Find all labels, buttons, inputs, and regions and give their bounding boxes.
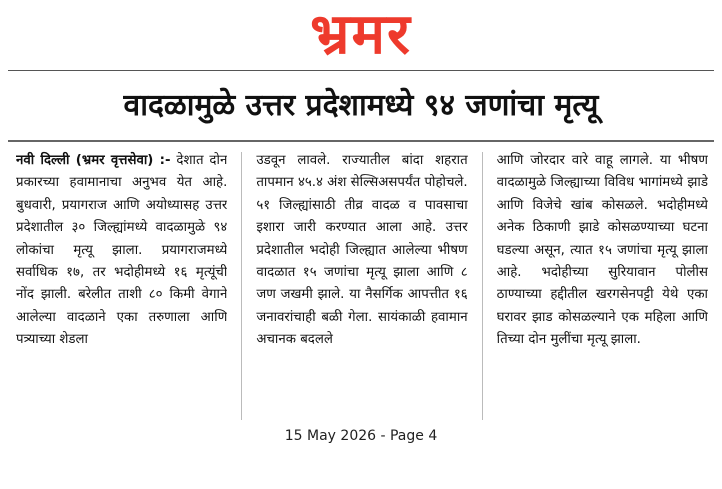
article-columns — [16, 150, 708, 422]
page-footer: 15 May 2026 - Page 4 — [284, 428, 438, 444]
article-headline: वादळामुळे उत्तर प्रदेशामध्ये ९४ जणांचा मृत्यू — [123, 88, 599, 123]
headline-rule — [8, 140, 714, 142]
article-column-1 — [16, 150, 227, 422]
column-1-text: देशात दोन प्रकारच्या हवामानाचा अनुभव येत आहे. बुधवारी, प्रयागराज आणि अयोध्यासह उत्तर प्रदेशातील ३० जिल्ह्यांमध्ये वादळामुळे ९४ लोकांचा मृत्यू झाला. प्रयागराजमध्ये सर्वाधिक १७, तर भदोहीमध्ये १६ मृत्यूंची नोंद झाली. बरेलीत ताशी ८० किमी वेगाने आलेल्या वादळाने एका तरुणाला आणि पत्र्याच्या शेडला — [16, 153, 228, 348]
article-column-3 — [497, 150, 708, 422]
masthead-rule — [8, 70, 714, 71]
article-dateline: नवी दिल्ली (भ्रमर वृत्तसेवा) :- — [16, 153, 171, 168]
article-column-2 — [256, 150, 467, 422]
column-2-text: उडवून लावले. राज्यातील बांदा शहरात तापमान ४५.४ अंश सेल्सिअसपर्यंत पोहोचले. ५१ जिल्ह्यांसाठी तीव्र वादळ व पावसाचा इशारा जारी करण्यात आला आहे. उत्तर प्रदेशातील भदोही जिल्ह्यात आलेल्या भीषण वादळात १५ जणांचा मृत्यू झाला आणि ८ जण जखमी झाले. या नैसर्गिक आपत्तीत १६ जनावरांचाही बळी गेला. सायंकाळी हवामान अचानक बदलले — [256, 153, 468, 348]
column-3-text: आणि जोरदार वारे वाहू लागले. या भीषण वादळामुळे जिल्ह्याच्या विविध भागांमध्ये झाडे आणि विजेचे खांब कोसळले. भदोहीमध्ये अनेक ठिकाणी झाडे कोसळण्याच्या घटना घडल्या असून, त्यात १५ जणांचा मृत्यू झाला आहे. भदोहीच्या सुरियावान पोलीस ठाण्याच्या हद्दीतील खरगसेनपट्टी येथे एका घरावर झाड कोसळल्याने एक महिला आणि तिच्या दोन मुलींचा मृत्यू झाला. — [496, 153, 708, 348]
column-divider — [241, 152, 242, 420]
masthead-logo: भ्रमर — [310, 2, 412, 67]
column-divider — [482, 152, 483, 420]
